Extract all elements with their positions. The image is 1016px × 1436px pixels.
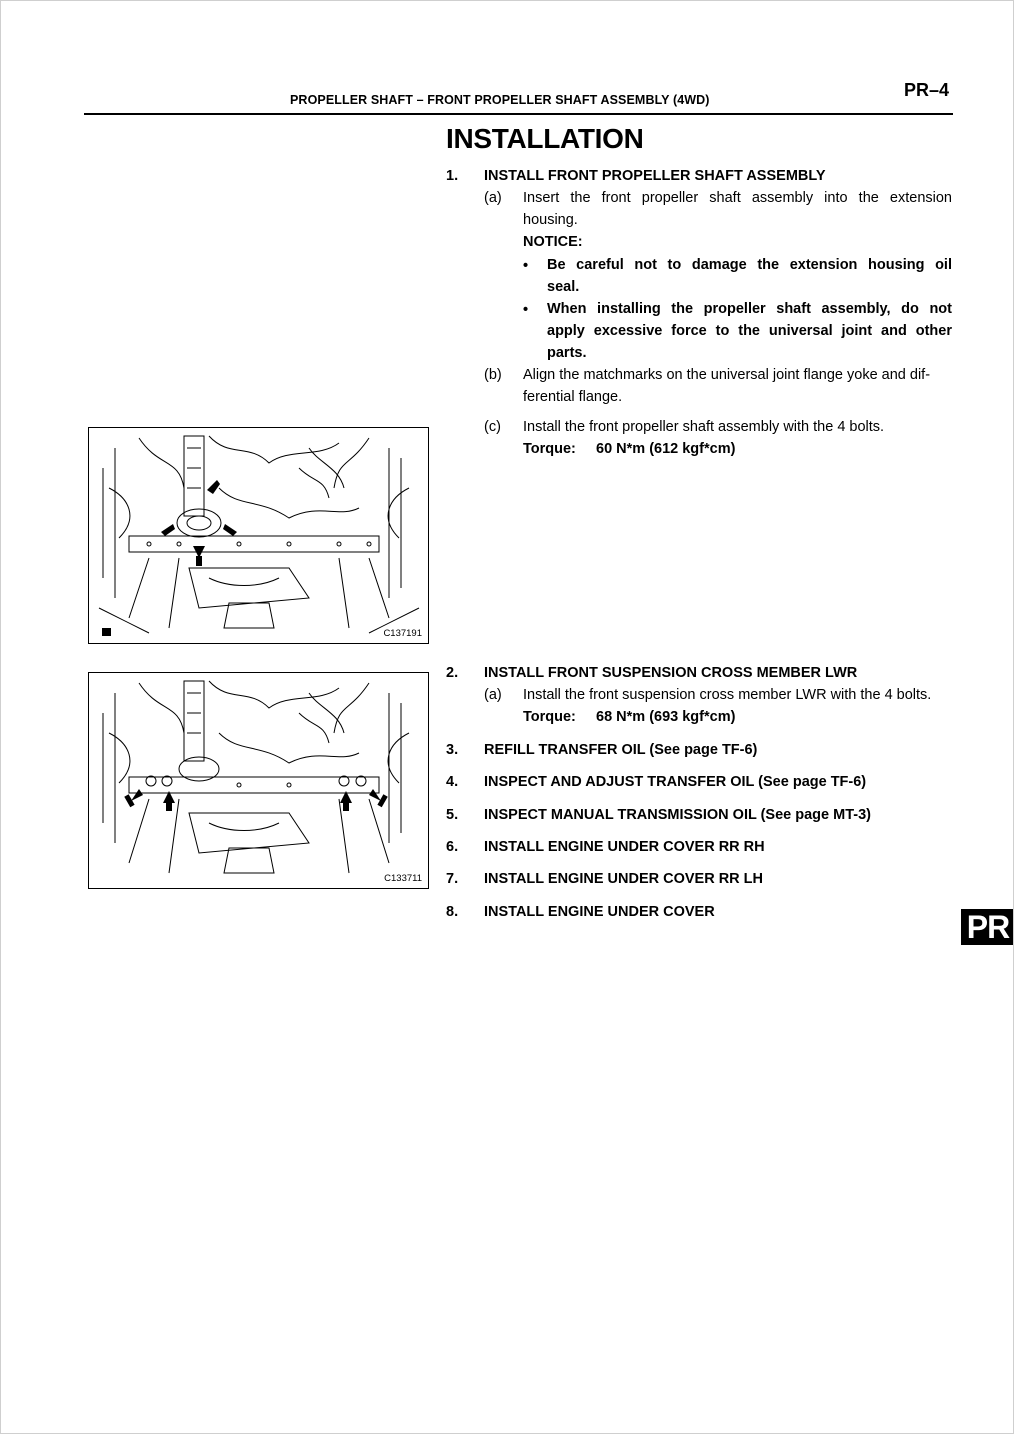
figure-cross-member-bolts: [88, 672, 429, 889]
step-4-title: INSPECT AND ADJUST TRANSFER OIL (See page TF-6): [484, 774, 867, 790]
bullet-2-line-2: apply excessive force to the universal joint and other: [547, 323, 952, 339]
header-title: PROPELLER SHAFT – FRONT PROPELLER SHAFT ASSEMBLY (4WD): [290, 93, 710, 107]
step-7-title: INSTALL ENGINE UNDER COVER RR LH: [484, 871, 764, 887]
section-title: INSTALLATION: [446, 123, 644, 154]
step-8-number: 8.: [446, 904, 459, 920]
figure-shaft-bolts: [88, 427, 429, 644]
figure-1-code: C137191: [383, 628, 422, 639]
step-1c-label: (c): [484, 419, 501, 435]
bullet-1-line-2: seal.: [547, 279, 580, 295]
bullet-2-line-3: parts.: [547, 345, 587, 361]
step-6-title: INSTALL ENGINE UNDER COVER RR RH: [484, 839, 765, 855]
figure-2-illustration: [89, 673, 428, 888]
step-2-title: INSTALL FRONT SUSPENSION CROSS MEMBER LWR: [484, 665, 858, 681]
bullet-2-line-1: When installing the propeller shaft assembly, do not: [547, 301, 952, 317]
step-1a-label: (a): [484, 190, 502, 206]
figure-2-code: C133711: [384, 873, 422, 884]
page-number: PR–4: [903, 80, 949, 100]
notice-label: NOTICE:: [523, 234, 583, 250]
step-8-title: INSTALL ENGINE UNDER COVER: [484, 904, 715, 920]
step-6-number: 6.: [446, 839, 459, 855]
step-2a-line-1: Install the front suspension cross member LWR with the 4 bolts.: [523, 687, 932, 703]
step-5-title: INSPECT MANUAL TRANSMISSION OIL (See page MT-3): [484, 807, 871, 823]
step-1c-line-1: Install the front propeller shaft assembly with the 4 bolts.: [523, 419, 885, 435]
figure-1-illustration: [89, 428, 428, 643]
step-2a-label: (a): [484, 687, 502, 703]
step-2a-torque-label: Torque:: [523, 709, 576, 725]
step-3-title: REFILL TRANSFER OIL (See page TF-6): [484, 742, 758, 758]
step-7-number: 7.: [446, 871, 459, 887]
step-2-number: 2.: [446, 665, 459, 681]
step-4-number: 4.: [446, 774, 459, 790]
step-2a-torque-value: 68 N*m (693 kgf*cm): [596, 709, 736, 725]
step-1b-line-1: Align the matchmarks on the universal joint flange yoke and dif-: [523, 367, 931, 383]
step-5-number: 5.: [446, 807, 459, 823]
step-1-title: INSTALL FRONT PROPELLER SHAFT ASSEMBLY: [484, 168, 826, 184]
bullet-1-line-1: Be careful not to damage the extension housing oil: [547, 257, 952, 273]
bullet-1-dot: •: [523, 258, 529, 274]
step-3-number: 3.: [446, 742, 459, 758]
step-1c-torque-label: Torque:: [523, 441, 576, 457]
bullet-2-dot: •: [523, 302, 529, 318]
step-1a-line-2: housing.: [523, 212, 578, 228]
header-rule: [84, 113, 953, 115]
step-1c-torque-value: 60 N*m (612 kgf*cm): [596, 441, 736, 457]
step-1b-line-2: ferential flange.: [523, 389, 623, 405]
step-1a-line-1: Insert the front propeller shaft assembly into the extension: [523, 190, 952, 206]
section-tab-pr: PR: [961, 909, 1014, 945]
step-1b-label: (b): [484, 367, 502, 383]
step-1-number: 1.: [446, 168, 459, 184]
